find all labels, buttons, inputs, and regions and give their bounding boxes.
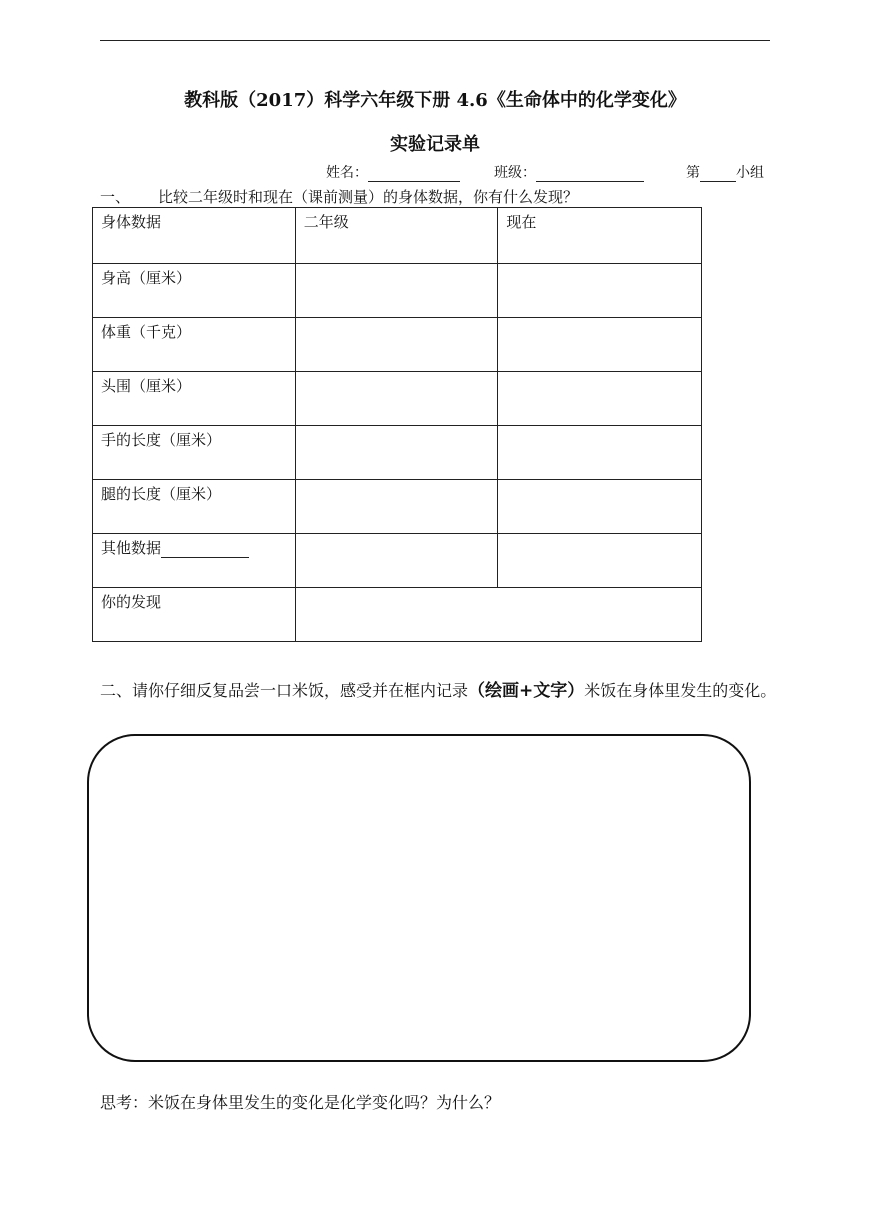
document-title: 教科版（2017）科学六年级下册 4.6《生命体中的化学变化》: [184, 90, 686, 111]
input-cell-now[interactable]: [498, 372, 702, 426]
header-cell-body-data: 身体数据: [93, 208, 296, 264]
table-row: [93, 534, 702, 588]
other-data-label: 其他数据: [101, 539, 162, 557]
name-blank[interactable]: [368, 167, 460, 182]
row-label-finding: 你的发现: [93, 588, 296, 642]
group-suffix: 小组: [736, 165, 764, 181]
finding-input-cell[interactable]: [295, 588, 701, 642]
class-blank[interactable]: [536, 167, 644, 182]
other-data-blank[interactable]: [161, 542, 249, 558]
input-cell-now[interactable]: [498, 534, 702, 588]
header-cell-now: 现在: [498, 208, 702, 264]
input-cell-now[interactable]: [498, 426, 702, 480]
table-row: [93, 480, 702, 534]
class-label: 班级：: [494, 165, 536, 181]
group-prefix: 第: [686, 165, 700, 181]
row-label-head: 头围（厘米）: [93, 372, 296, 426]
question-2-text-after: 米饭在身体里发生的变化。: [584, 681, 777, 700]
question-1-text: 比较二年级时和现在（课前测量）的身体数据，你有什么发现？: [158, 188, 579, 206]
row-label-height: 身高（厘米）: [93, 264, 296, 318]
question-2-emphasis: （绘画+文字）: [468, 681, 585, 701]
table-row: [93, 426, 702, 480]
name-label: 姓名：: [326, 165, 368, 181]
input-cell-grade2[interactable]: [295, 318, 498, 372]
question-1: [100, 186, 578, 207]
question-2: [100, 674, 780, 708]
input-cell-grade2[interactable]: [295, 426, 498, 480]
class-field[interactable]: [494, 162, 644, 182]
row-label-leg: 腿的长度（厘米）: [93, 480, 296, 534]
input-cell-now[interactable]: [498, 318, 702, 372]
input-cell-grade2[interactable]: [295, 264, 498, 318]
row-label-other: [93, 534, 296, 588]
name-field[interactable]: [326, 162, 460, 182]
table-row-finding: [93, 588, 702, 642]
row-label-hand: 手的长度（厘米）: [93, 426, 296, 480]
think-question: 思考：米饭在身体里发生的变化是化学变化吗？为什么？: [100, 1093, 501, 1112]
input-cell-now[interactable]: [498, 264, 702, 318]
question-1-number: 一、: [100, 188, 131, 206]
table-header-row: [93, 208, 702, 264]
row-label-weight: 体重（千克）: [93, 318, 296, 372]
drawing-answer-box[interactable]: [87, 734, 751, 1062]
header-rule: [100, 40, 770, 41]
group-field[interactable]: [686, 162, 764, 182]
table-row: [93, 264, 702, 318]
table-row: [93, 318, 702, 372]
document-subtitle: 实验记录单: [390, 134, 480, 155]
input-cell-grade2[interactable]: [295, 534, 498, 588]
input-cell-grade2[interactable]: [295, 372, 498, 426]
question-2-text-before: 二、请你仔细反复品尝一口米饭，感受并在框内记录: [100, 681, 469, 700]
input-cell-grade2[interactable]: [295, 480, 498, 534]
header-cell-grade2: 二年级: [295, 208, 498, 264]
table-row: [93, 372, 702, 426]
group-blank[interactable]: [700, 167, 736, 182]
input-cell-now[interactable]: [498, 480, 702, 534]
body-data-table: [92, 207, 702, 642]
